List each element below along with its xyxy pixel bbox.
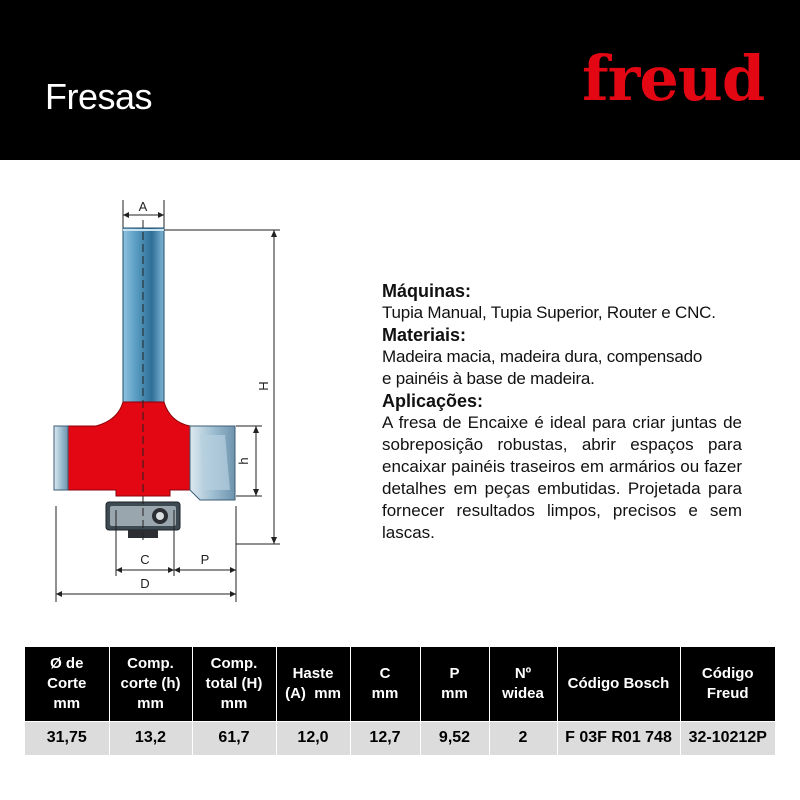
header-comp-total: Comp. total (H) mm [192, 647, 276, 721]
value-codigo-freud: 32-10212P [680, 721, 775, 755]
header-diametro: Ø de Corte mm [25, 647, 109, 721]
specs-header-row [25, 647, 775, 721]
materiais-line-1: Madeira macia, madeira dura, compensado [382, 347, 703, 366]
specs-table [25, 647, 775, 755]
label-c: C [140, 552, 150, 567]
maquinas-text: Tupia Manual, Tupia Superior, Router e CNC. [382, 303, 716, 322]
label-d: D [140, 576, 150, 591]
value-c: 12,7 [350, 721, 420, 755]
value-diametro: 31,75 [25, 721, 109, 755]
value-haste: 12,0 [276, 721, 350, 755]
aplicacoes-text: A fresa de Encaixe é ideal para criar juntas de sobreposição robustas, abrir espaços para encaixar painéis traseiros em armários ou fazer detalhes em peças embutidas. Projetada para fornecer resultados limpos, precisos e sem lascas. [382, 413, 742, 542]
header-haste: Haste (A) mm [276, 647, 350, 721]
label-h-total: H [256, 381, 271, 391]
header-widea: Nº widea [489, 647, 557, 721]
materiais-heading: Materiais: [382, 325, 467, 345]
value-p: 9,52 [420, 721, 489, 755]
header-p: P mm [420, 647, 489, 721]
header-bar [0, 0, 800, 160]
value-comp-corte: 13,2 [109, 721, 192, 755]
carbide-tip-left [54, 426, 68, 490]
value-codigo-bosch: F 03F R01 748 [557, 721, 680, 755]
value-comp-total: 61,7 [192, 721, 276, 755]
page-title: Fresas [45, 76, 153, 117]
product-info [382, 280, 742, 544]
label-h-cut: h [236, 457, 251, 465]
header-codigo-freud: Código Freud [680, 647, 775, 721]
specs-value-row [25, 721, 775, 755]
aplicacoes-heading: Aplicações: [382, 391, 484, 411]
freud-logo: freud [582, 42, 765, 115]
header-comp-corte: Comp. corte (h) mm [109, 647, 192, 721]
value-widea: 2 [489, 721, 557, 755]
router-bit-diagram [40, 190, 300, 610]
maquinas-heading: Máquinas: [382, 281, 472, 301]
materiais-line-2: e painéis à base de madeira. [382, 369, 595, 388]
label-a: A [138, 199, 148, 214]
label-p: P [200, 552, 210, 567]
dimension-h-cut [236, 426, 262, 496]
cutter-body [62, 402, 190, 496]
header-c: C mm [350, 647, 420, 721]
header-codigo-bosch: Código Bosch [557, 647, 680, 721]
